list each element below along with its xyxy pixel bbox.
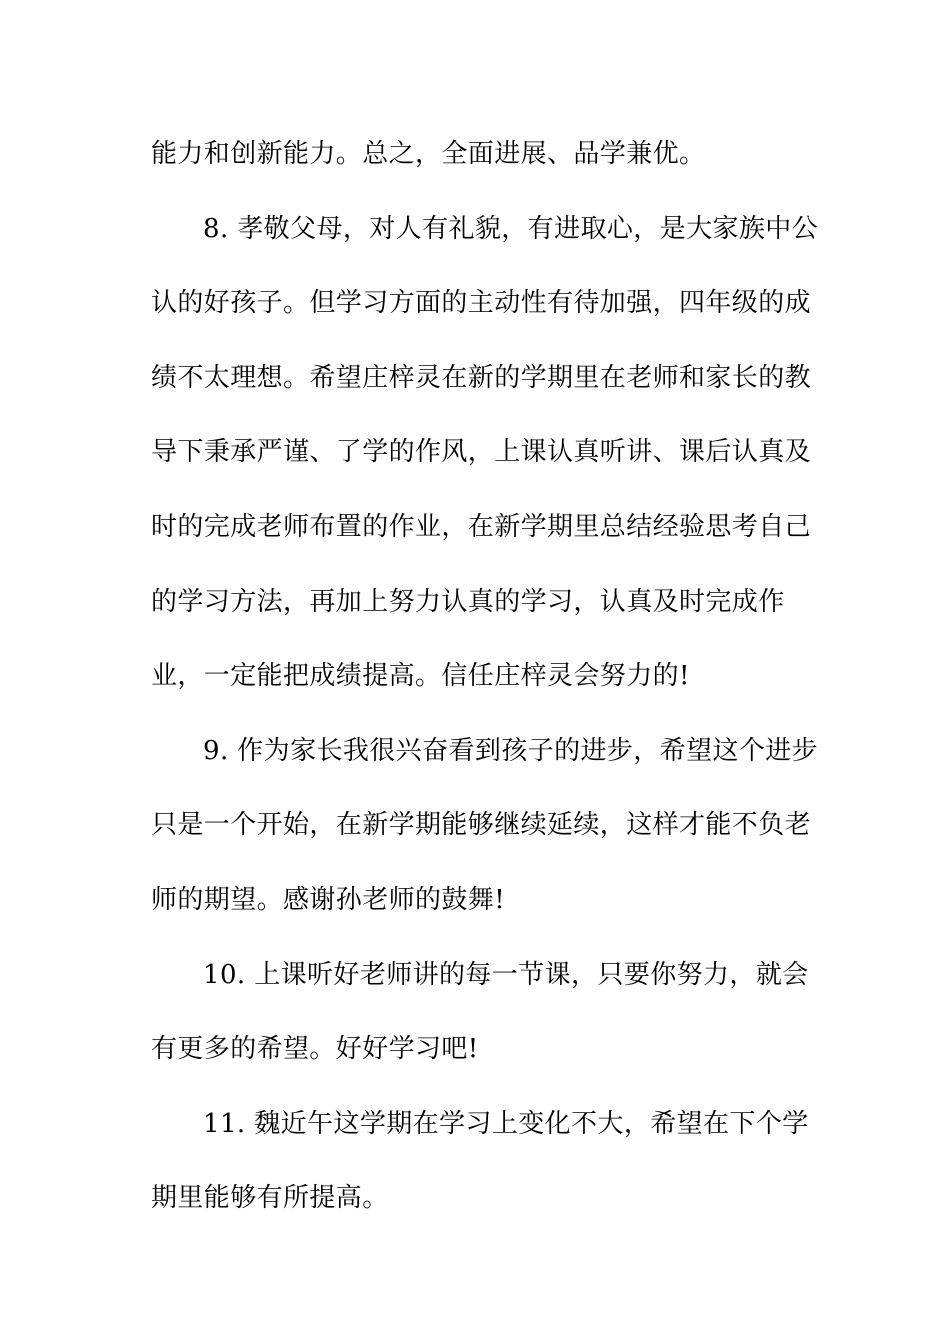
- text-line: 有更多的希望。好好学习吧!: [151, 1034, 479, 1065]
- text-line-item-9: 9. 作为家长我很兴奋看到孩子的进步，希望这个进步: [203, 735, 819, 766]
- text-line: 导下秉承严谨、了学的作风，上课认真听讲、课后认真及: [151, 437, 812, 468]
- text-line: 能力和创新能力。总之，全面进展、品学兼优。: [151, 139, 706, 169]
- text-line: 期里能够有所提高。: [151, 1183, 389, 1214]
- text-line-item-8: 8. 孝敬父母，对人有礼貌，有进取心，是大家族中公: [203, 213, 819, 244]
- text-line: 时的完成老师布置的作业，在新学期里总结经验思考自己: [151, 511, 812, 542]
- text-line: 绩不太理想。希望庄梓灵在新的学期里在老师和家长的教: [151, 362, 812, 393]
- text-line: 的学习方法，再加上努力认真的学习，认真及时完成作: [151, 586, 785, 617]
- text-line-item-10: 10. 上课听好老师讲的每一节课，只要你努力，就会: [203, 959, 809, 990]
- text-line: 认的好孩子。但学习方面的主动性有待加强，四年级的成: [151, 288, 812, 319]
- text-line: 业，一定能把成绩提高。信任庄梓灵会努力的!: [151, 661, 690, 692]
- document-body: [151, 130, 819, 1249]
- text-line-item-11: 11. 魏近午这学期在学习上变化不大，希望在下个学: [203, 1108, 809, 1139]
- text-line: 只是一个开始，在新学期能够继续延续，这样才能不负老: [151, 810, 812, 841]
- text-line: 师的期望。感谢孙老师的鼓舞!: [151, 884, 506, 915]
